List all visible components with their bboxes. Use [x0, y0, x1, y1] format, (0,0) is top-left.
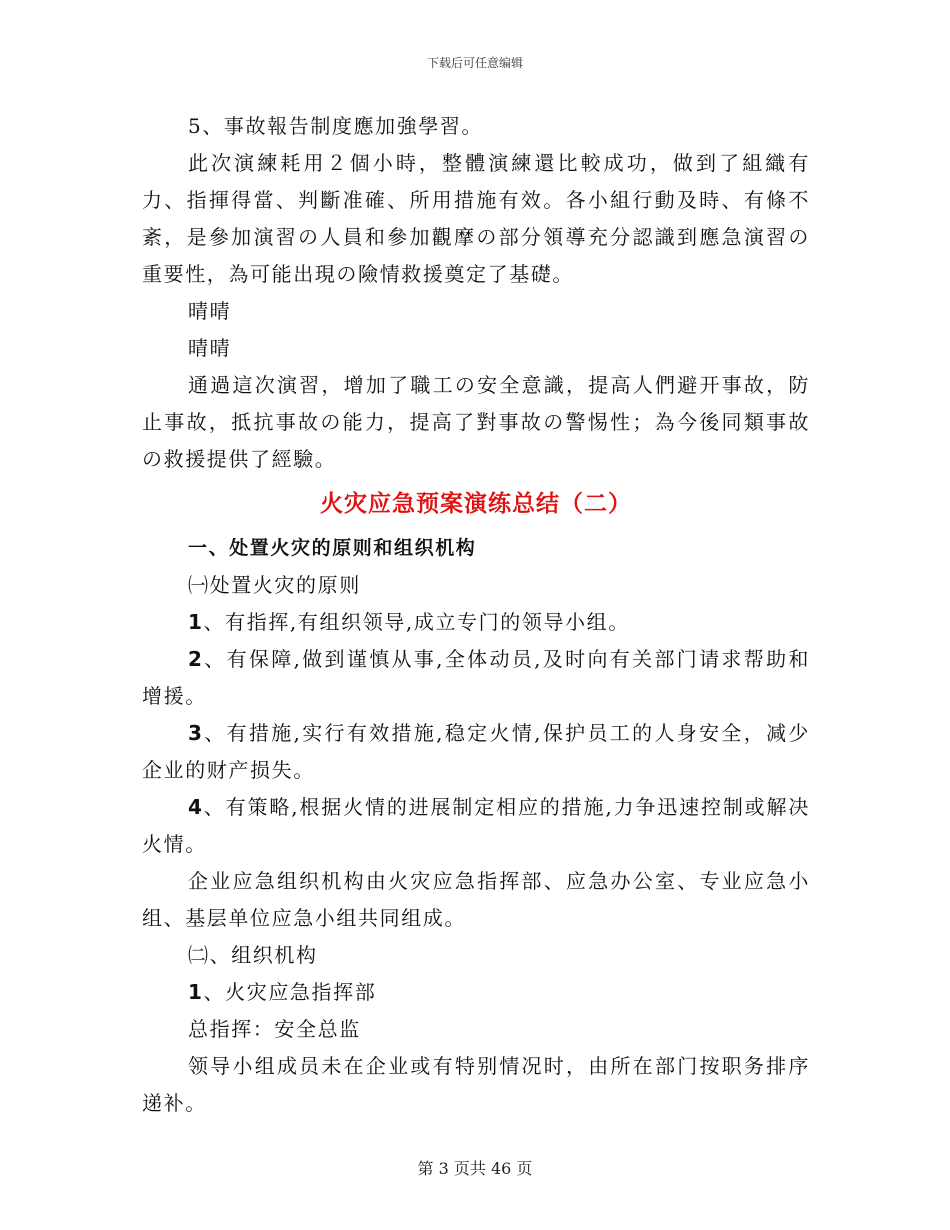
principle-number-4: 4 — [188, 795, 204, 819]
paragraph-replacement: 领导小组成员未在企业或有特别情况时，由所在部门按职务排序递补。 — [142, 1054, 810, 1115]
page-footer-number: 第 3 页共 46 页 — [417, 1159, 533, 1178]
document-body — [142, 108, 810, 1122]
principle-text-1: 、有指挥,有组织领导,成立专门的领导小组。 — [203, 610, 630, 634]
paragraph-placeholder-1: 晴晴 — [188, 299, 232, 323]
principle-number-3: 3 — [188, 721, 204, 745]
principle-item-4 — [142, 789, 810, 863]
org-item-text-1: 、火灾应急指挥部 — [203, 980, 377, 1004]
principle-item-3 — [142, 715, 810, 789]
principle-item-1 — [142, 604, 810, 641]
paragraph-report-system: 5、事故報告制度應加強學習。 — [188, 114, 484, 138]
principle-text-4: 、有策略,根据火情的进展制定相应的措施,力争迅速控制或解决火情。 — [142, 795, 810, 856]
principle-text-2: 、有保障,做到谨慎从事,全体动员,及时向有关部门请求帮助和增援。 — [142, 647, 810, 708]
principle-item-2 — [142, 641, 810, 715]
section-heading-principles: 一、处置火灾的原则和组织机构 — [188, 537, 477, 559]
org-item-1 — [142, 974, 810, 1011]
org-item-number-1: 1 — [188, 980, 204, 1004]
paragraph-drill-summary: 此次演練耗用２個小時，整體演練還比較成功，做到了組織有力、指揮得當、判斷准確、所用措施有效。各小組行動及時、有條不紊，是參加演習の人員和參加觀摩の部分領導充分認識到應急演習の重要性，為可能出現の險情救援奠定了基礎。 — [142, 151, 810, 286]
paragraph-commander: 总指挥：安全总监 — [188, 1017, 361, 1041]
subsection-heading-organization: ㈡、组织机构 — [188, 943, 318, 967]
principle-number-1: 1 — [188, 610, 204, 634]
principle-text-3: 、有措施,实行有效措施,稳定火情,保护员工的人身安全，减少企业的财产损失。 — [142, 721, 810, 782]
paragraph-org-intro: 企业应急组织机构由火灾应急指挥部、应急办公室、专业应急小组、基层单位应急小组共同组成。 — [142, 869, 810, 930]
page-header-note: 下载后可任意编辑 — [426, 56, 523, 70]
document-title: 火灾应急预案演练总结（二） — [320, 491, 632, 517]
paragraph-drill-outcome: 通過這次演習，增加了職工の安全意識，提高人們避开事故，防止事故，抵抗事故の能力，提高了對事故の警惕性；為今後同類事故の救援提供了經驗。 — [142, 373, 810, 471]
principle-number-2: 2 — [188, 647, 204, 671]
subsection-heading-principles: ㈠处置火灾的原则 — [188, 573, 361, 597]
paragraph-placeholder-2: 晴晴 — [188, 336, 232, 360]
